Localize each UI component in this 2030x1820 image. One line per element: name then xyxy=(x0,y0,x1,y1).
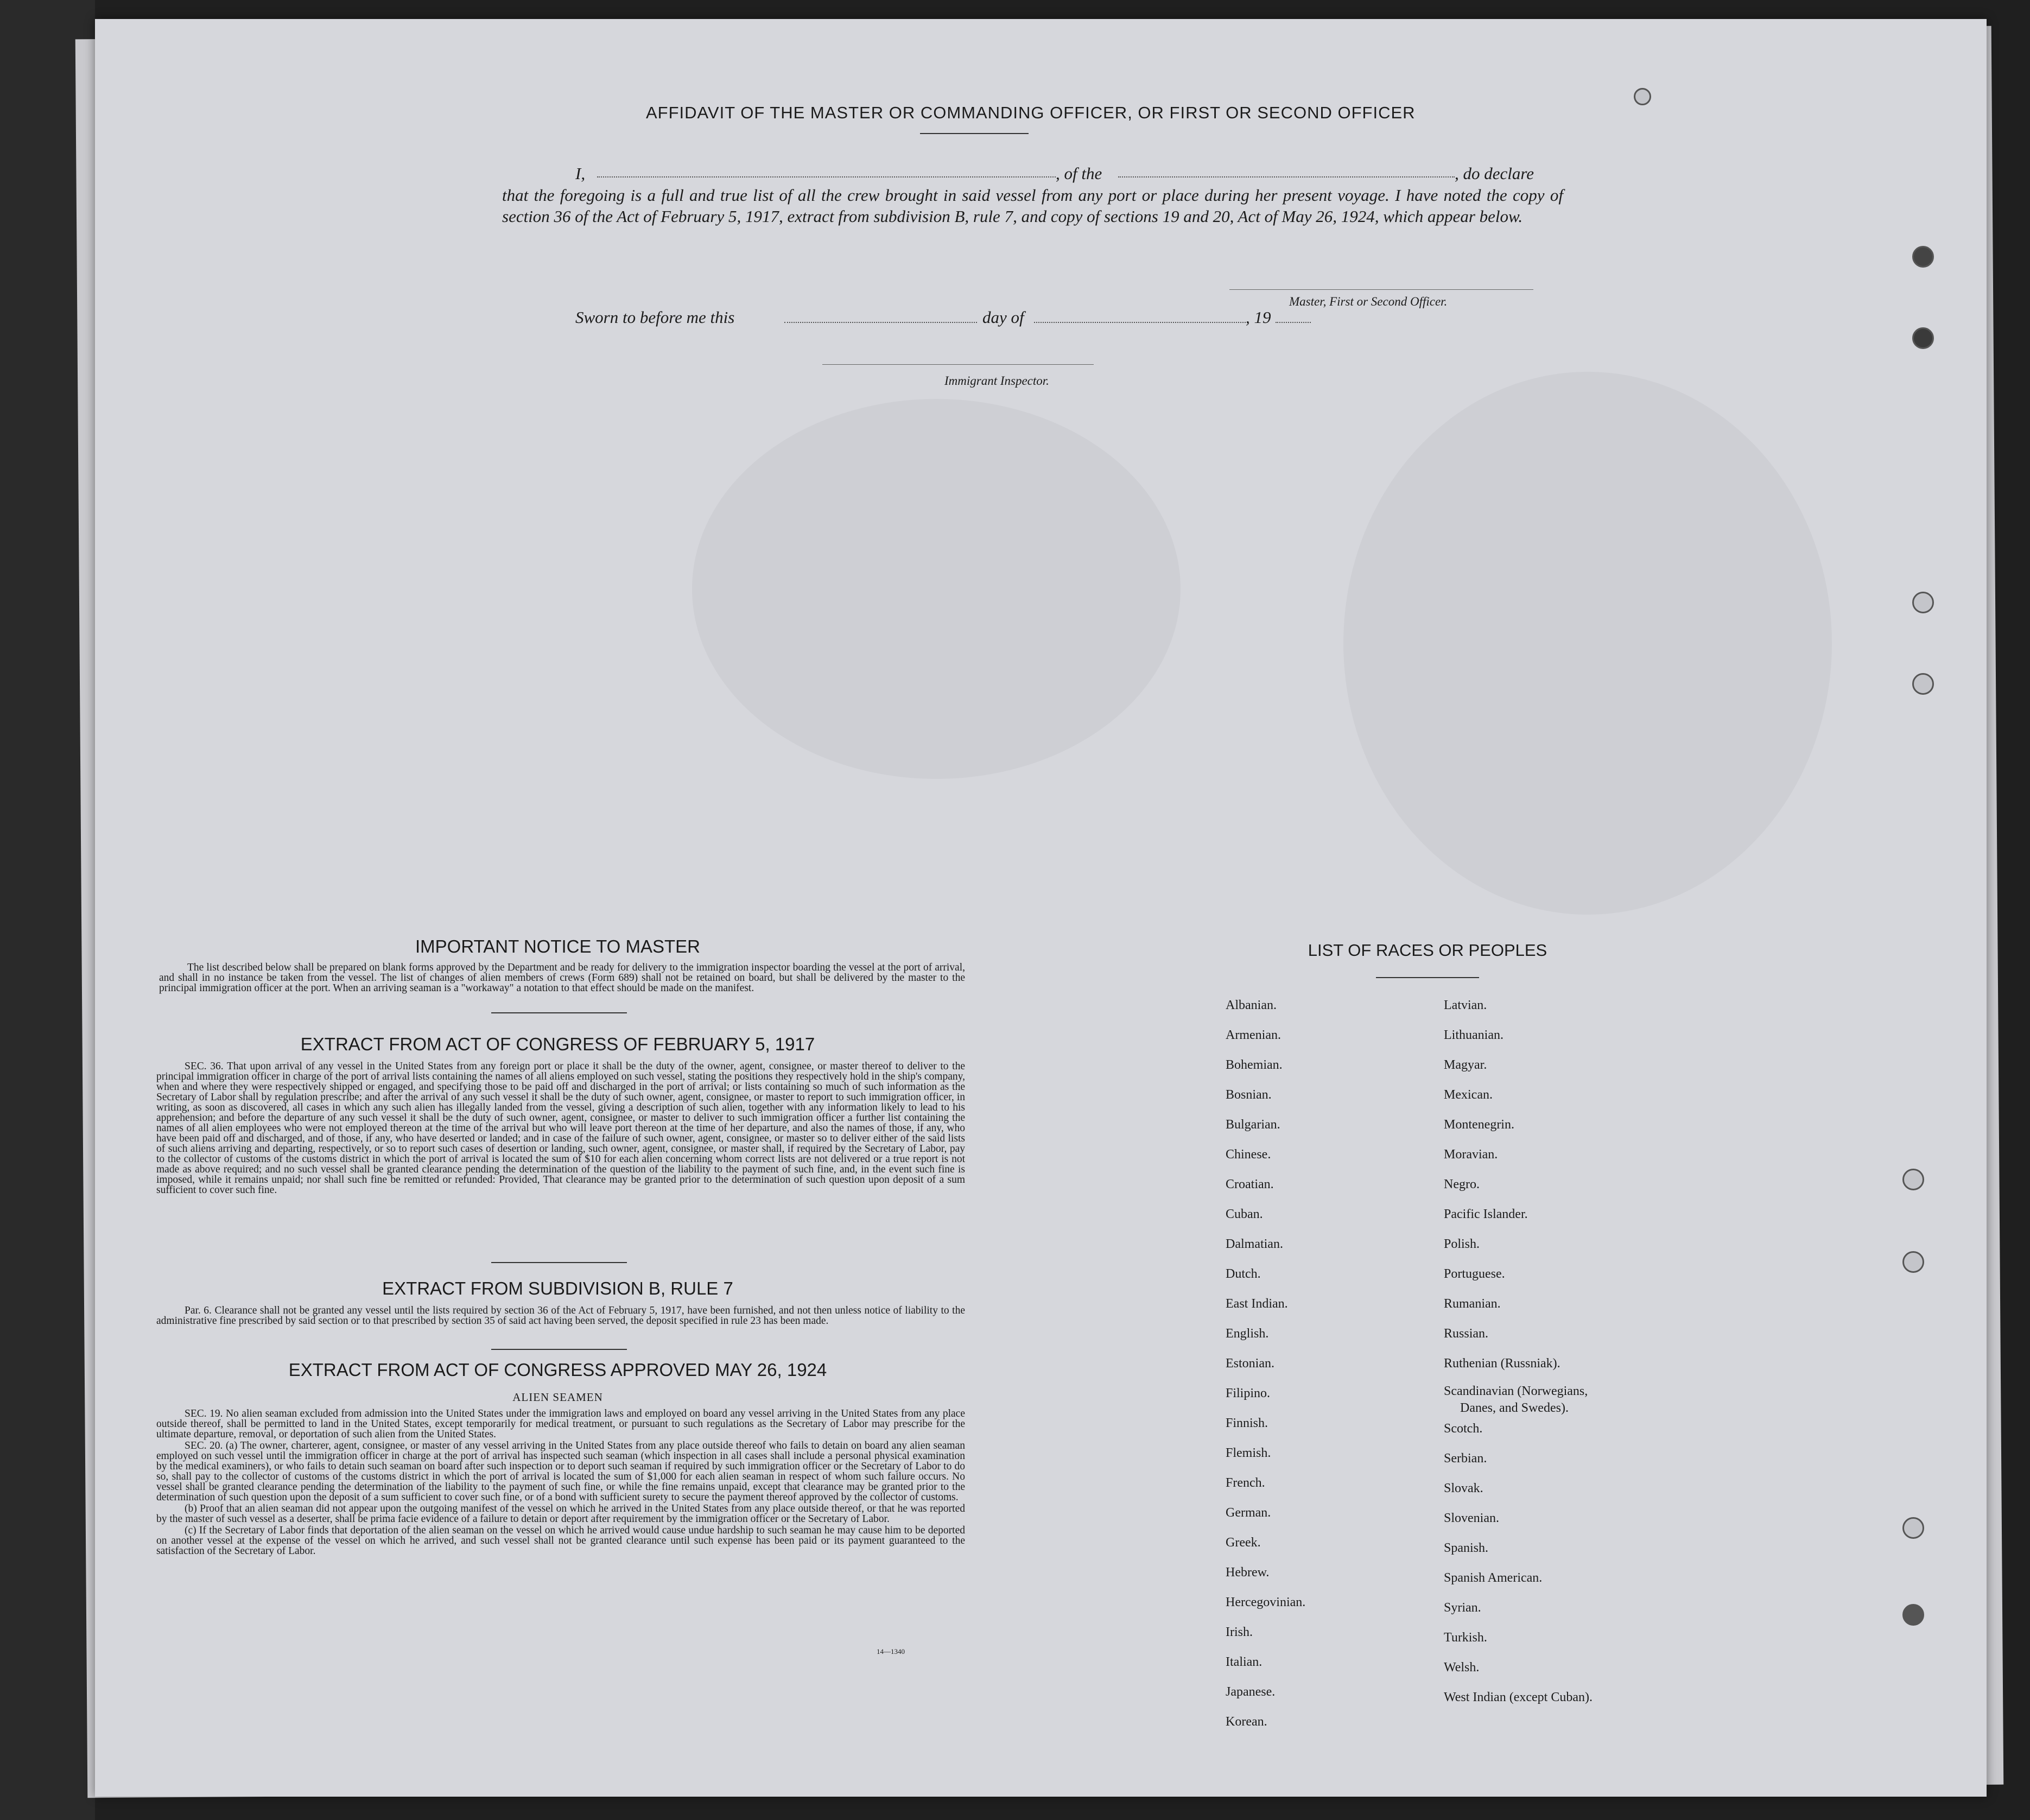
race-item: Danes, and Swedes). xyxy=(1460,1401,1569,1415)
section-36-paragraph: SEC. 36. That upon arrival of any vessel in the United States from any foreign port or place it shall be the duty of the owner, agent, consignee, or master thereof to deliver to the principal immigration officer in charge of the port of arrival lists containing the names of all aliens employed on such vessel, stating the positions they respectively hold in the ship's company, when and where they were respectively shipped or engaged, and specifying those to be paid off and discharged in the port of arrival; or lists containing so much of such information as the Secretary of Labor shall by regulation prescribe; and after the arrival of any such vessel it shall be the duty of such owner, agent, consignee, or master to report to such immigration officer, in writing, as soon as discovered, all cases in which any such alien has illegally landed from the vessel, giving a description of such alien, together with any information likely to lead to his apprehension; and before the departure of any such vessel it shall be the duty of such owner, agent, consignee, or master to deliver to such immigration officer a further list containing the names of all alien employees who were not employed thereon at the time of the arrival but who will leave port thereon at the time of her departure, and also the names of those, if any, who have been paid off and discharged, and of those, if any, who have deserted or landed; and in case of the failure of such owner, agent, consignee, or master so to deliver either of the said lists of such aliens arriving and departing, respectively, or so to report such cases of desertion or landing, such owner, agent, consignee, or master shall, if required by the Secretary of Labor, pay to the collector of customs of the customs district in which the port of arrival is located the sum of $10 for each alien concerning whom correct lists are not delivered or a true report is not made as above required; and no such vessel shall be granted clearance pending the determination of the question of the liability to the payment of such fine, and, in the event such fine is imposed, while it remains unpaid; nor shall such fine be remitted or refunded: Provided, That clearance may be granted prior to the determination of such question upon deposit of a sum sufficient to cover such fine. xyxy=(156,1061,965,1196)
extract-rule7-title: EXTRACT FROM SUBDIVISION B, RULE 7 xyxy=(382,1278,733,1298)
race-item: Spanish American. xyxy=(1444,1571,1543,1585)
sec20b-paragraph: (b) Proof that an alien seaman did not appear upon the outgoing manifest of the vessel on which he arrived in the United States from any place outside thereof, or that he was reported by the master of such vessel as a deserter, shall be prima facie evidence of a failure to detain or deport after requirement by the immigration officer or the Secretary of Labor. xyxy=(156,1503,965,1525)
race-item: Greek. xyxy=(1226,1536,1261,1550)
race-item: Spanish. xyxy=(1444,1541,1489,1555)
rule7-paragraph: Par. 6. Clearance shall not be granted any vessel until the lists required by section 36 of the Act of February 5, 1917, have been furnished, and not then unless notice of liability to the administrative fine prescribed by said section or to that prescribed by section 35 of said act having been served, the deposit specified in rule 23 has been made. xyxy=(156,1305,965,1327)
race-item: Serbian. xyxy=(1444,1451,1487,1466)
race-item: Slovenian. xyxy=(1444,1511,1499,1525)
race-item: Montenegrin. xyxy=(1444,1118,1514,1132)
sworn-year-field[interactable] xyxy=(1276,322,1311,323)
extract-1924-title: EXTRACT FROM ACT OF CONGRESS APPROVED MAY 26, 1924 xyxy=(288,1360,827,1380)
bleed-through-smudge xyxy=(1343,372,1832,915)
race-item: Albanian. xyxy=(1226,998,1277,1012)
race-item: Syrian. xyxy=(1444,1601,1481,1615)
races-title: LIST OF RACES OR PEOPLES xyxy=(1308,941,1547,960)
race-item: French. xyxy=(1226,1476,1265,1490)
race-item: Slovak. xyxy=(1444,1481,1483,1495)
affidavit-title: AFFIDAVIT OF THE MASTER OR COMMANDING OFFICER, OR FIRST OR SECOND OFFICER xyxy=(646,103,1416,122)
race-item: Scotch. xyxy=(1444,1422,1483,1436)
section-divider xyxy=(491,1262,627,1263)
race-item: Estonian. xyxy=(1226,1356,1274,1371)
race-item: Lithuanian. xyxy=(1444,1028,1504,1042)
sworn-label: Sworn to before me this xyxy=(575,308,735,327)
race-item: Italian. xyxy=(1226,1655,1263,1669)
section-divider xyxy=(491,1349,627,1350)
punch-hole xyxy=(1902,1517,1924,1539)
race-item: Scandinavian (Norwegians, xyxy=(1444,1384,1588,1398)
affidavit-body: that the foregoing is a full and true list of all the crew brought in said vessel from any port or place during her present voyage. I have noted the copy of section 36 of the Act of February 5, 1917, extract from subdivision B, rule 7, and copy of sections 19 and 20, Act of May 26, 1924, which appear below. xyxy=(502,186,1563,226)
race-item: English. xyxy=(1226,1327,1269,1341)
punch-hole xyxy=(1912,327,1934,349)
race-item: Cuban. xyxy=(1226,1207,1263,1221)
inspector-signature-label: Immigrant Inspector. xyxy=(944,374,1049,388)
punch-hole xyxy=(1902,1604,1924,1626)
race-item: Welsh. xyxy=(1444,1660,1480,1675)
race-item: Latvian. xyxy=(1444,998,1487,1012)
races-column-2 xyxy=(1444,991,1593,1713)
inspector-signature-line xyxy=(822,364,1094,365)
race-item: Bulgarian. xyxy=(1226,1118,1280,1132)
punch-hole xyxy=(1902,1169,1924,1190)
race-item: Pacific Islander. xyxy=(1444,1207,1528,1221)
race-item: Polish. xyxy=(1444,1237,1480,1251)
race-item: Magyar. xyxy=(1444,1058,1487,1072)
race-item: Moravian. xyxy=(1444,1147,1498,1162)
race-item: Croatian. xyxy=(1226,1177,1274,1191)
master-signature-line xyxy=(1229,289,1533,290)
race-item: Negro. xyxy=(1444,1177,1480,1191)
year-label: , 19 xyxy=(1246,308,1271,327)
race-item: German. xyxy=(1226,1506,1271,1520)
race-item: Dalmatian. xyxy=(1226,1237,1283,1251)
extract-rule7-text xyxy=(156,1305,965,1327)
race-item: Bosnian. xyxy=(1226,1088,1272,1102)
sec20c-paragraph: (c) If the Secretary of Labor finds that deportation of the alien seaman on the vessel on which he arrived would cause undue hardship to such seaman he may cause him to be deported on another vessel at the expense of the vessel on which he arrived, and such vessel shall not be granted clearance until such expense has been paid or its payment guaranteed to the satisfaction of the Secretary of Labor. xyxy=(156,1525,965,1557)
race-item: Chinese. xyxy=(1226,1147,1271,1162)
alien-seamen-subtitle: ALIEN SEAMEN xyxy=(512,1391,603,1404)
race-item: Mexican. xyxy=(1444,1088,1493,1102)
race-item: Russian. xyxy=(1444,1327,1489,1341)
notice-title: IMPORTANT NOTICE TO MASTER xyxy=(415,936,700,956)
race-item: Hercegovinian. xyxy=(1226,1595,1306,1609)
races-column-1 xyxy=(1226,991,1305,1737)
form-number: 14—1340 xyxy=(877,1647,905,1656)
title-divider xyxy=(920,133,1029,134)
race-item: Flemish. xyxy=(1226,1446,1271,1460)
race-item: East Indian. xyxy=(1226,1297,1288,1311)
punch-hole xyxy=(1912,673,1934,695)
extract-1917-text xyxy=(156,1061,965,1196)
race-item: Japanese. xyxy=(1226,1685,1276,1699)
race-item: Ruthenian (Russniak). xyxy=(1444,1356,1560,1371)
race-item: Dutch. xyxy=(1226,1267,1261,1281)
sworn-day-field[interactable] xyxy=(784,322,977,323)
affidavit-of-the-label: , of the xyxy=(1056,164,1102,183)
punch-hole xyxy=(1912,592,1934,613)
race-item: Portuguese. xyxy=(1444,1267,1505,1281)
sec19-paragraph: SEC. 19. No alien seaman excluded from admission into the United States under the immigration laws and employed on board any vessel arriving in the United States from any place outside thereof, shall be permitted to land in the United States, except temporarily for medical treatment, or pursuant to such regulations as the Secretary of Labor may prescribe for the ultimate departure, removal, or deportation of such alien from the United States. xyxy=(156,1408,965,1440)
race-item: West Indian (except Cuban). xyxy=(1444,1690,1593,1704)
day-of-label: day of xyxy=(982,308,1024,327)
punch-hole xyxy=(1912,246,1934,268)
race-item: Armenian. xyxy=(1226,1028,1281,1042)
sec20a-paragraph: SEC. 20. (a) The owner, charterer, agent, consignee, or master of any vessel arriving in the United States from any place outside thereof who fails to detain on board any alien seaman employed on such vessel until the immigration officer in charge at the port of arrival has inspected such seaman (which inspection in all cases shall include a personal physical examination by the medical examiners), or who fails to detain such seaman on board after such inspection or to deport such seaman if required by such immigration officer or the Secretary of Labor to do so, shall pay to the collector of customs of the customs district in which the port of arrival is located the sum of $1,000 for each alien seaman in respect of whom such failure occurs. No vessel shall be granted clearance pending the determination of the liability to the payment of such fine, or while the fine remains unpaid, except that clearance may be granted prior to the determination of such question upon the deposit of a sum sufficient to cover such fine, or of a bond with sufficient surety to secure the payment thereof approved by the collector of customs. xyxy=(156,1440,965,1503)
race-item: Filipino. xyxy=(1226,1386,1271,1400)
race-item: Hebrew. xyxy=(1226,1565,1270,1580)
notice-text xyxy=(159,962,965,994)
master-signature-label: Master, First or Second Officer. xyxy=(1289,295,1448,308)
races-divider xyxy=(1376,977,1479,978)
bleed-through-smudge xyxy=(692,399,1181,779)
extract-1924-text xyxy=(156,1409,965,1557)
extract-1917-title: EXTRACT FROM ACT OF CONGRESS OF FEBRUARY 5, 1917 xyxy=(300,1034,815,1054)
race-item: Bohemian. xyxy=(1226,1058,1283,1072)
affidavit-declare-label: , do declare xyxy=(1455,164,1534,183)
punch-hole xyxy=(1634,88,1651,105)
section-divider xyxy=(491,1012,627,1013)
vessel-name-field[interactable] xyxy=(1118,176,1455,177)
race-item: Irish. xyxy=(1226,1625,1253,1639)
race-item: Finnish. xyxy=(1226,1416,1268,1430)
document-page xyxy=(95,19,1987,1797)
notice-paragraph: The list described below shall be prepared on blank forms approved by the Department and be ready for delivery to the immigration inspector boarding the vessel at the port of arrival, and shall in no instance be taken from the vessel. The list of changes of alien members of crews (Form 689) shall not be retained on board, but shall be delivered by the master to the principal immigration officer at the port. When an arriving seaman is a "workaway" a notation to that effect should be made on the manifest. xyxy=(159,962,965,994)
race-item: Turkish. xyxy=(1444,1631,1487,1645)
race-item: Korean. xyxy=(1226,1715,1267,1729)
sworn-month-field[interactable] xyxy=(1034,322,1246,323)
race-item: Rumanian. xyxy=(1444,1297,1501,1311)
punch-hole xyxy=(1902,1251,1924,1273)
affidavit-i-label: I, xyxy=(575,164,586,183)
master-name-field[interactable] xyxy=(597,176,1056,177)
